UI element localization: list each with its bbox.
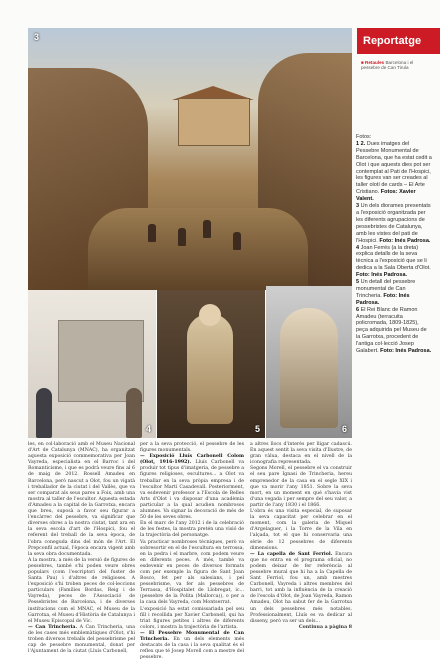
- statue-head: [199, 304, 221, 326]
- section-subtitle: [361, 60, 433, 71]
- caption-credit: Foto: Inés Padrosa.: [356, 272, 408, 279]
- statue-body: [187, 314, 233, 424]
- paragraph: les, en col·laboració amb el Museu Nacional d'Art de Catalunya (MNAC), ha organitzat aquesta exposició commemorativa per Joan Vayreda, especialista en el Barroc i del Romanticisme, i que es podrà veure fins al 6 de maig de 2012. Rossell Amadeu en Barcelona, però nascut a Olot, fou un vigatà i treballador de la ciutat i del Vallès, que va ser comparat als seus pares a Foix, amb una mostra al taller de l'escultor. Aquesta estada d'Amadeu a la capital de la Garrotxa, encara que breu, suposà a favor seu figurar a l'encàrrec del pessebre, va significar que diverses obres a la nostra ciutat, tant ara en la seva escola d'art de l'Hospici, fou el referent del treball de la seva època, de l'obra coneguda dins del món de l'Art. El Prepconfil actual, l'època encara vigent amb la seva obra documentada.: [28, 442, 135, 557]
- paragraph: Segons Morell, el pessebre el va construir el seu pare Ignasi de Trincheria, hereu emprenedor de la casa en el segle XIX i que va morir l'any 1851. Sobre la seva mort, en un moment en què s'havia vist d'una vegada i per sempre del seu valor, a partir de l'any 1830 i el 1866.: [250, 466, 352, 508]
- subheading: — Exposició Lluís Carbonell Colom (Olot, 1916-1992).: [140, 454, 244, 466]
- paragraph-text: En un dels elements més destacats de la casa i la seva qualitat és el reflex que té Josep Morell com a mestre del pessebre.: [140, 637, 244, 661]
- article-column-1: [28, 442, 135, 655]
- caption-intro: Fotos:: [356, 134, 372, 140]
- caption-credit: Foto: Inés Padrosa.: [379, 237, 431, 244]
- caption-credit: Fotos: Xavier Valent.: [356, 189, 416, 203]
- caption-item-12: [356, 141, 432, 203]
- photo-4-exhibition[interactable]: [28, 290, 156, 438]
- caption-item-5: [356, 279, 432, 307]
- caption-item-4: [356, 245, 432, 280]
- paragraph: per a la seva protecció, el pessebre de les figures monumentals.: [140, 442, 244, 454]
- paragraph-text: A Can Trincheria, una de les cases més emblemàtiques d'Olot, s'hi troben diversos treballs del pessebrisme pel cap de pessebre monumental, donat per l'Ajuntament de la ciutat (Lluís Carbonell,: [28, 624, 135, 655]
- section-subtitle-text: Barcelona i el pessebre de Can Tirula: [361, 60, 414, 71]
- caption-number: 6: [356, 306, 360, 313]
- photo-number: 4: [145, 424, 151, 434]
- subheading: — La capella de Sant Ferriol.: [250, 551, 333, 557]
- diorama-figure: [203, 220, 211, 238]
- paragraph: [250, 552, 352, 625]
- paragraph: [140, 454, 244, 521]
- paragraph-text: Lluís Carbonell va produir tot tipus d'imatgeria, de pessebre a figures religioses, escultures... a Olot va treballar en la seva pròpia empresa i de l'escultor Martí Casadevall. Posteriorment, va esdevenir professor a l'Escola de Belles Arts d'Olot i va disposar d'una acadèmia particular a la qual acudien nombrosos alumnes. Va signar la decoració de més de 50 de les seves obres.: [140, 460, 244, 521]
- photo-number: 6: [341, 424, 347, 434]
- paragraph: L'obra és una visita especial, de suposar la seva capacitat per celebrar en el moment, com la galeria de Miquel d'Argelaguer, i la Torre de la Vila en l'alçada, tot el que hi conservaria una sèrie de 12 pessebres de diferents dimensions.: [250, 509, 352, 551]
- caption-number: 1 2.: [356, 140, 366, 147]
- caption-number: 3: [356, 203, 360, 210]
- article-column-3: [250, 442, 352, 631]
- photo-number: 3: [34, 32, 40, 42]
- paragraph: Va practicar nombroses tècniques, però va sobresortir en el de l'escultura en terrossa, en la pedra i el marbre, com podem veure en diferents peces. A més, també va esdevenir en peces de diversos formats com per exemple la figura de Sant Joan Bosco, fet per als salesians, i pel pessebrisme, va fer als pessebres de Terrassa, d'Hospitalet de Llobregat, ic... (pessebre de la Polita (Mallorca)), o per a la casa dels Vayreda, com Montserrat.: [140, 539, 244, 606]
- diorama-house: [178, 98, 250, 146]
- caption-text: Un dels diorames presentats a l'exposició organitzada per les diferents agrupacions de pessebristes de Catalunya, amb les vistes del pati de l'Hospici.: [356, 203, 431, 244]
- caption-item-3: [356, 203, 432, 244]
- caption-credit: Foto: Inés Padrosa.: [356, 292, 410, 306]
- diorama-figure: [178, 228, 186, 246]
- caption-number: 5: [356, 279, 360, 286]
- diorama-figure: [233, 232, 241, 250]
- caption-text: Un detall del pessebre monumental de Can Trincheria.: [356, 279, 416, 299]
- paragraph-text: Encara que no entra en el programa oficial, no podem deixar de fer referència al pessebre mural que hi ha a la Capella de Sant Ferriol, fou un, amb mestres Carbonell, Vayreda i altres membres del barri, tot amb la influència de la creació de l'escola d'Olot, de Joan Vayreda, Ramon Amadeu, Olot ha sabut fer de la Garrotxa un dels pessebres més notables. Professionalment, Lluís es va dedicar al disseny, però va ser un dels...: [250, 551, 352, 624]
- paragraph: En el marc de l'any 2012 i de la celebració de les festes, la mostra pretén una visió de la trajectòria del personatge.: [140, 521, 244, 539]
- caption-text: Dues imatges del Pessebre Monumental de Barcelona, que ha estat cedit a Olot i que aquests dies pot ser contemplat al Pati de l'Hospici, les figures van ser creades al taller olotí de cards – El Arte Cristiano.: [356, 140, 432, 196]
- caption-number: 4: [356, 244, 360, 251]
- caption-text: El Rei Blanc de Ramon Amadeu (terracuita policromada, 1809-1825), peça adquirida pel Museu de la Garrotxa, procedent de l'antiga col·lecció Josep Galabert.: [356, 306, 427, 355]
- diorama-figure: [148, 224, 156, 242]
- article-column-2: [140, 442, 244, 661]
- subheading: — El Pessebre Monumental de Can Trincheria.: [140, 630, 244, 642]
- paragraph: [28, 625, 135, 655]
- photo-captions: [356, 134, 432, 355]
- caption-item-6: [356, 307, 432, 355]
- subheading: — Can Trincheria.: [28, 624, 78, 630]
- section-tab[interactable]: Reportatge: [357, 28, 440, 54]
- paragraph: L'exposició ha estat comissariada pel seu fill i recollida per Xavier Carbonell, qui ha triat figures petites i altres de diferents colors, i mostra la trajectòria de l'artista.: [140, 606, 244, 630]
- paragraph: a altres llocs d'interès per lligar cadascú. En aquest sentit la seva visita d'Ilustre, de gran vàlua, destaca en el nivell de la iconografia representada.: [250, 442, 352, 466]
- photo-number: 5: [254, 424, 260, 434]
- continued-note[interactable]: Continua a pàgina 8: [298, 624, 352, 630]
- visitor-figure: [126, 388, 142, 438]
- photo-3-diorama[interactable]: [28, 28, 352, 290]
- photo-6-terracotta-king[interactable]: [266, 286, 352, 438]
- visitor-figure: [36, 388, 52, 438]
- section-subtitle-mark: ■ Retaules: [361, 60, 385, 65]
- photo-5-nativity-detail[interactable]: [157, 290, 265, 438]
- paragraph: [140, 631, 244, 661]
- caption-text: Joan Ferrés (a la dreta) explica detalls de la seva tècnica a l'exposició que se li dedica a la Sala Oberta d'Olot.: [356, 244, 431, 272]
- king-figure: [280, 308, 338, 428]
- caption-credit: Foto: Inés Padrosa.: [380, 348, 432, 355]
- paragraph: A la mostra, a més de la versió de figures de pessebres, també s'hi poden veure obres populars (com l'escriptori del fuster de Santa Pau) i d'altres de religioses. A l'exposició s'hi troben peces de col·leccions particulars (Famílies Bordas, Reig i de Vayreda), peces de l'Associació de Pessebristes de Barcelona, i de diverses institucions com el MNAC, el Museu de la Garrotxa, el Museu d'Història de Catalunya i el Museu Episcopal de Vic.: [28, 557, 135, 624]
- diorama-ground: [88, 208, 308, 290]
